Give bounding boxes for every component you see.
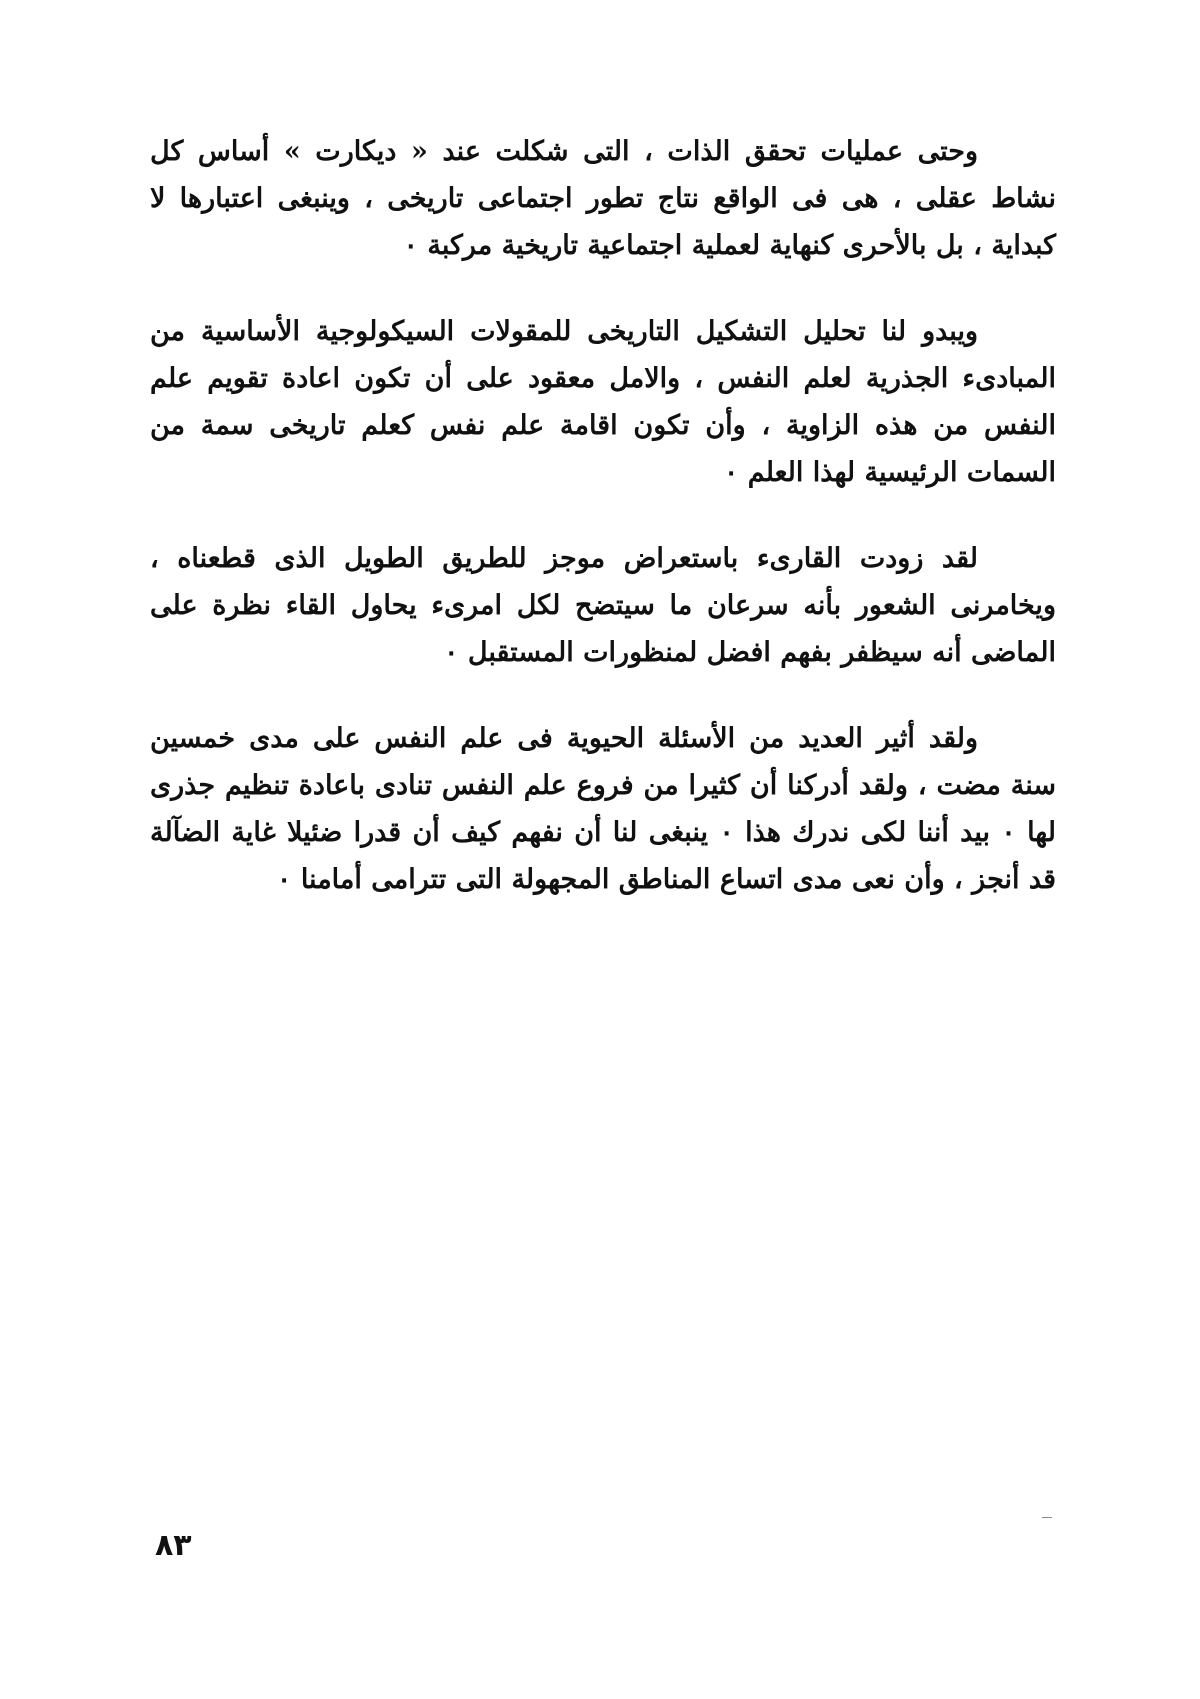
paragraph-3: لقد زودت القارىء باستعراض موجز للطريق الطويل الذى قطعناه ، ويخامرنى الشعور بأنه سرعان ما سيتضح لكل امرىء يحاول القاء نظرة على الماضى أنه سيظفر بفهم افضل لمنظورات المستقبل ٠ [150,543,1056,668]
paragraph-4: ولقد أثير العديد من الأسئلة الحيوية فى علم النفس على مدى خمسين سنة مضت ، ولقد أدركنا أن كثيرا من فروع علم النفس تنادى باعادة تنظيم جذرى لها ٠ بيد أننا لكى ندرك هذا ٠ ينبغى لنا أن نفهم كيف أن قدرا ضئيلا غاية الضآلة قد أنجز ، وأن نعى مدى اتساع المناطق المجهولة التى تترامى أمامنا ٠ [150,723,1056,895]
footer-mark [1042,1517,1052,1518]
body-text [150,128,1056,942]
paragraph-2: ويبدو لنا تحليل التشكيل التاريخى للمقولات السيكولوجية الأساسية من المبادىء الجذرية لعلم النفس ، والامل معقود على أن تكون اعادة تقويم علم النفس من هذه الزاوية ، وأن تكون اقامة علم نفس كعلم تاريخى سمة من السمات الرئيسية لهذا العلم ٠ [150,316,1056,488]
page-number: ٨٣ [155,1528,192,1563]
paragraph-1: وحتى عمليات تحقق الذات ، التى شكلت عند « ديكارت » أساس كل نشاط عقلى ، هى فى الواقع نتاج تطور اجتماعى تاريخى ، وينبغى اعتبارها لا كبداية ، بل بالأحرى كنهاية لعملية اجتماعية تاريخية مركبة ٠ [150,136,1056,261]
